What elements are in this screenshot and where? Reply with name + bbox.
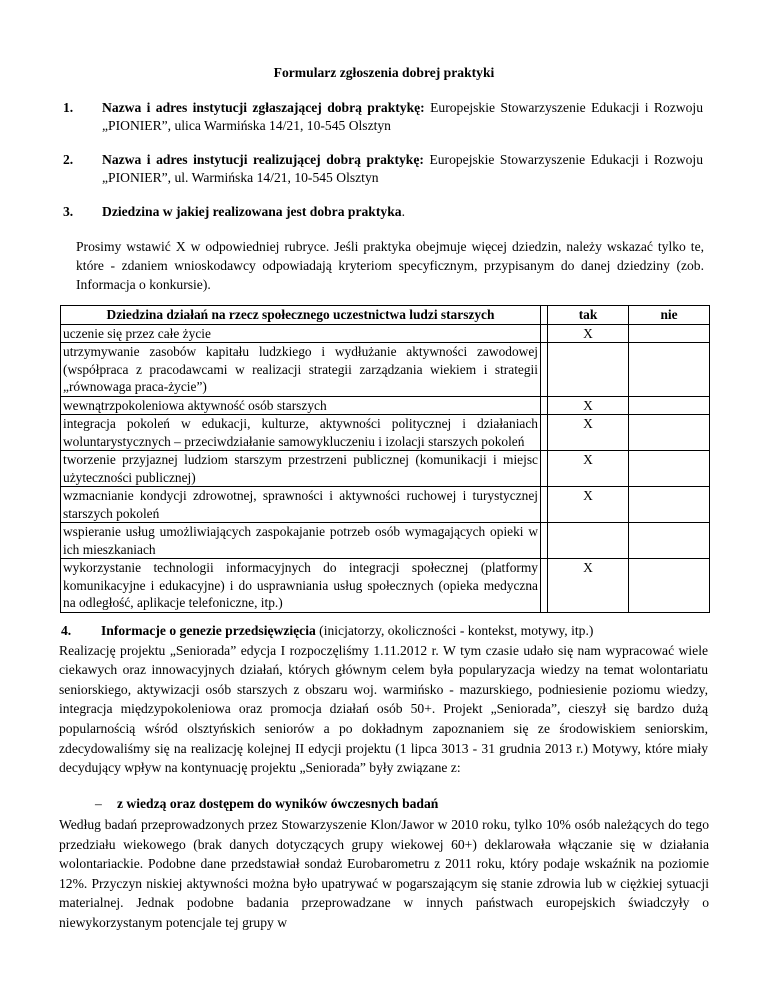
item-4-number: 4. (61, 623, 72, 638)
domain-yes-cell (548, 343, 629, 397)
domains-table-header (61, 306, 710, 325)
item-1-number: 1. (63, 100, 74, 115)
column-gap (541, 306, 548, 325)
domain-area-cell: tworzenie przyjaznej ludziom starszym przestrzeni publicznej (komunikacji i miejsc użyteczności publicznej) (61, 451, 541, 487)
item-1-label: Nazwa i adres instytucji zgłaszającej dobrą praktykę: (102, 100, 425, 115)
domain-area-cell: uczenie się przez całe życie (61, 324, 541, 343)
domains-table (60, 305, 710, 613)
column-gap (541, 415, 548, 451)
item-2-value: Europejskie Stowarzyszenie Edukacji i Rozwoju „PIONIER”, ul. Warmińska 14/21, 10-545 Olsztyn (102, 152, 703, 185)
domain-area-cell: utrzymywanie zasobów kapitału ludzkiego i wydłużanie aktywności zawodowej (współpraca z pracodawcami w realizacji strategii zarządzania wiekiem i strategii „równowaga praca-życie”) (61, 343, 541, 397)
item-4-label: Informacje o genezie przedsięwzięcia (101, 623, 316, 638)
column-gap (541, 396, 548, 415)
domain-row (61, 451, 710, 487)
domain-row (61, 487, 710, 523)
domain-row (61, 415, 710, 451)
domain-yes-cell: X (548, 559, 629, 613)
domain-yes-cell: X (548, 487, 629, 523)
item-4 (59, 621, 708, 778)
item-3-number: 3. (63, 204, 74, 219)
bullet-heading-text: z wiedzą oraz dostępem do wyników ówczesnych badań (117, 796, 439, 811)
domain-no-cell (629, 451, 710, 487)
item-4-heading (101, 621, 708, 641)
domain-yes-cell (548, 523, 629, 559)
domain-area-cell: integracja pokoleń w edukacji, kulturze, aktywności politycznej i działaniach woluntarystycznych – przeciwdziałanie samowykluczeniu i izolacji starszych pokoleń (61, 415, 541, 451)
header-yes: tak (548, 306, 629, 325)
domain-row (61, 396, 710, 415)
form-title: Formularz zgłoszenia dobrej praktyki (273, 65, 495, 80)
item-2 (63, 151, 703, 187)
column-gap (541, 451, 548, 487)
domain-no-cell (629, 324, 710, 343)
item-1 (63, 99, 703, 135)
item-3-suffix: . (401, 204, 405, 219)
header-no: nie (629, 306, 710, 325)
domain-yes-cell: X (548, 451, 629, 487)
item-3-label: Dziedzina w jakiej realizowana jest dobra praktyka (102, 204, 402, 219)
column-gap (541, 523, 548, 559)
item-3 (63, 203, 703, 221)
column-gap (541, 559, 548, 613)
domain-yes-cell: X (548, 415, 629, 451)
domain-no-cell (629, 487, 710, 523)
item-2-number: 2. (63, 152, 74, 167)
item-4-label-suffix: (inicjatorzy, okoliczności - kontekst, motywy, itp.) (315, 623, 594, 638)
domains-table-body (61, 324, 710, 612)
header-area: Dziedzina działań na rzecz społecznego uczestnictwa ludzi starszych (61, 306, 541, 325)
item-2-label: Nazwa i adres instytucji realizującej dobrą praktykę: (102, 152, 424, 167)
bullet-heading (95, 796, 438, 812)
domain-row (61, 523, 710, 559)
domain-yes-cell: X (548, 396, 629, 415)
item-1-body (102, 99, 703, 135)
domain-no-cell (629, 396, 710, 415)
domain-area-cell: wewnątrzpokoleniowa aktywność osób starszych (61, 396, 541, 415)
research-paragraph: Według badań przeprowadzonych przez Stowarzyszenie Klon/Jawor w 2010 roku, tylko 10% osób należących do tego przedziału wiekowego (brak danych dotyczących grupy wiekowej 60+) deklarowała włączanie się w działania wolontariackie. Podobne dane przedstawiał sondaż Eurobarometru z 2011 roku, który podaje wskaźnik na poziomie 12%. Przyczyn niskiej aktywności można było upatrywać w pogarszającym się stanie zdrowia lub w ciężkiej sytuacji materialnej. Jednak podobne badania przeprowadzane w innych państwach europejskich świadczyły o niewykorzystanym potencjale tej grupy w (59, 817, 709, 930)
domain-area-cell: wykorzystanie technologii informacyjnych do integracji społecznej (platformy komunikacyjne i edukacyjne) i do usprawniania usług społecznych (opieka medyczna na odległość, aplikacje telefoniczne, itp.) (61, 559, 541, 613)
item-3-body (102, 203, 703, 221)
domain-area-cell: wzmacnianie kondycji zdrowotnej, sprawności i aktywności ruchowej i turystycznej starszych pokoleń (61, 487, 541, 523)
domain-row (61, 324, 710, 343)
column-gap (541, 487, 548, 523)
domain-area-cell: wspieranie usług umożliwiających zaspokajanie potrzeb osób wymagających opieki w ich mieszkaniach (61, 523, 541, 559)
domain-row (61, 559, 710, 613)
domain-no-cell (629, 559, 710, 613)
item-4-paragraph: Realizację projektu „Seniorada” edycja I rozpoczęliśmy 1.11.2012 r. W tym czasie udało się nam wypracować wiele ciekawych oraz innowacyjnych działań, których głównym celem była popularyzacja wiedzy na temat wolontariatu seniorskiego, aktywizacji osób starszych z obszaru woj. warmińsko - mazurskiego, podniesienie poziomu wiedzy, integracja międzypokoleniowa oraz promocja działań osób 50+. Projekt „Seniorada”, cieszył się bardzo dużą popularnością wśród olsztyńskich seniorów a po dokładnym zapoznaniem się ze środowiskiem seniorskim, zdecydowaliśmy się na realizację kolejnej II edycji projektu (1 lipca 3013 - 31 grudnia 2013 r.) Motywy, które miały decydujący wpływ na kontynuację projektu „Seniorada” były związane z: (59, 642, 708, 776)
instruction-note: Prosimy wstawić X w odpowiedniej rubryce. Jeśli praktyka obejmuje więcej dziedzin, należy wskazać tylko te, które - zdaniem wnioskodawcy odpowiadają kryteriom specyficznym, przypisanym do danej dziedziny (zob. Informacja o konkursie). (76, 239, 704, 292)
domain-row (61, 343, 710, 397)
item-2-body (102, 151, 703, 187)
item-1-value: Europejskie Stowarzyszenie Edukacji i Rozwoju „PIONIER”, ulica Warmińska 14/21, 10-545 Olsztyn (102, 100, 703, 133)
column-gap (541, 324, 548, 343)
domain-no-cell (629, 415, 710, 451)
domain-no-cell (629, 523, 710, 559)
domain-yes-cell: X (548, 324, 629, 343)
bullet-dash: – (95, 796, 102, 811)
column-gap (541, 343, 548, 397)
domain-no-cell (629, 343, 710, 397)
